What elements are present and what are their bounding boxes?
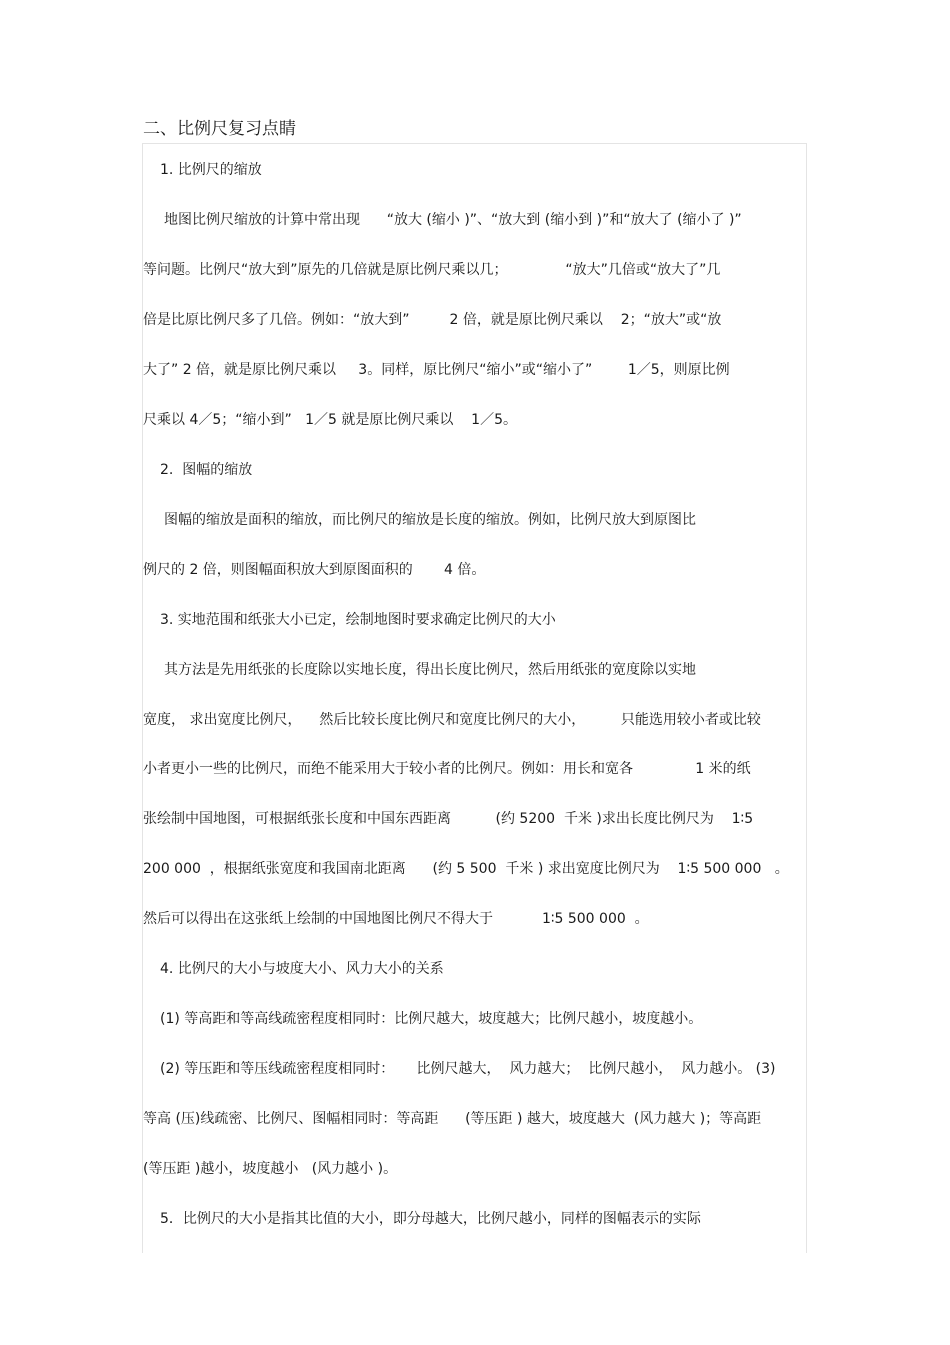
paragraph-line: 等高 (压)线疏密、比例尺、图幅相同时：等高距 (等压距 ) 越大，坡度越大 (风力越大 )；等高距 (143, 1111, 762, 1127)
subheading-3: 3. 实地范围和纸张大小已定，绘制地图时要求确定比例尺的大小 (160, 612, 556, 628)
paragraph-line: 然后可以得出在这张纸上绘制的中国地图比例尺不得大于 1∶5 500 000 。 (143, 911, 649, 927)
paragraph-line: 例尺的 2 倍，则图幅面积放大到原图面积的 4 倍。 (143, 562, 486, 578)
section-heading: 二、比例尺复习点睛 (143, 119, 296, 139)
list-item: (1) 等高距和等高线疏密程度相同时：比例尺越大，坡度越大；比例尺越小，坡度越小。 (160, 1011, 703, 1027)
paragraph-line: 地图比例尺缩放的计算中常出现 “放大 (缩小 )”、“放大到 (缩小到 )”和“放大了 (缩小了 )” (164, 212, 742, 228)
subheading-4: 4. 比例尺的大小与坡度大小、风力大小的关系 (160, 961, 444, 977)
list-item: (2) 等压距和等压线疏密程度相同时： 比例尺越大， 风力越大； 比例尺越小， 风力越小。 (3) (160, 1061, 776, 1077)
paragraph-line: 尺乘以 4／5；“缩小到” 1／5 就是原比例尺乘以 1／5。 (143, 412, 517, 428)
subheading-2: 2. 图幅的缩放 (160, 462, 253, 478)
content-frame (142, 143, 807, 1253)
paragraph-line: 大了” 2 倍，就是原比例尺乘以 3。同样，原比例尺“缩小”或“缩小了” 1／5，则原比例 (143, 362, 730, 378)
paragraph-line: 宽度， 求出宽度比例尺， 然后比较长度比例尺和宽度比例尺的大小， 只能选用较小者或比较 (143, 712, 761, 728)
paragraph-line: 小者更小一些的比例尺，而绝不能采用大于较小者的比例尺。例如：用长和宽各 1 米的纸 (143, 761, 751, 777)
paragraph-line: (等压距 )越小，坡度越小 (风力越小 )。 (143, 1161, 398, 1177)
paragraph-line: 200 000 ，根据纸张宽度和我国南北距离 (约 5 500 千米 ) 求出宽度比例尺为 1∶5 500 000 。 (143, 861, 789, 877)
subheading-5: 5．比例尺的大小是指其比值的大小，即分母越大，比例尺越小，同样的图幅表示的实际 (160, 1211, 701, 1227)
paragraph-line: 等问题。比例尺“放大到”原先的几倍就是原比例尺乘以几； “放大”几倍或“放大了”几 (143, 262, 721, 278)
paragraph-line: 倍是比原比例尺多了几倍。例如：“放大到” 2 倍，就是原比例尺乘以 2；“放大”或“放 (143, 312, 722, 328)
paragraph-line: 图幅的缩放是面积的缩放，而比例尺的缩放是长度的缩放。例如，比例尺放大到原图比 (164, 512, 696, 528)
subheading-1: 1. 比例尺的缩放 (160, 162, 262, 178)
paragraph-line: 张绘制中国地图，可根据纸张长度和中国东西距离 (约 5200 千米 )求出长度比例尺为 1∶5 (143, 811, 754, 827)
paragraph-line: 其方法是先用纸张的长度除以实地长度，得出长度比例尺，然后用纸张的宽度除以实地 (164, 662, 696, 678)
